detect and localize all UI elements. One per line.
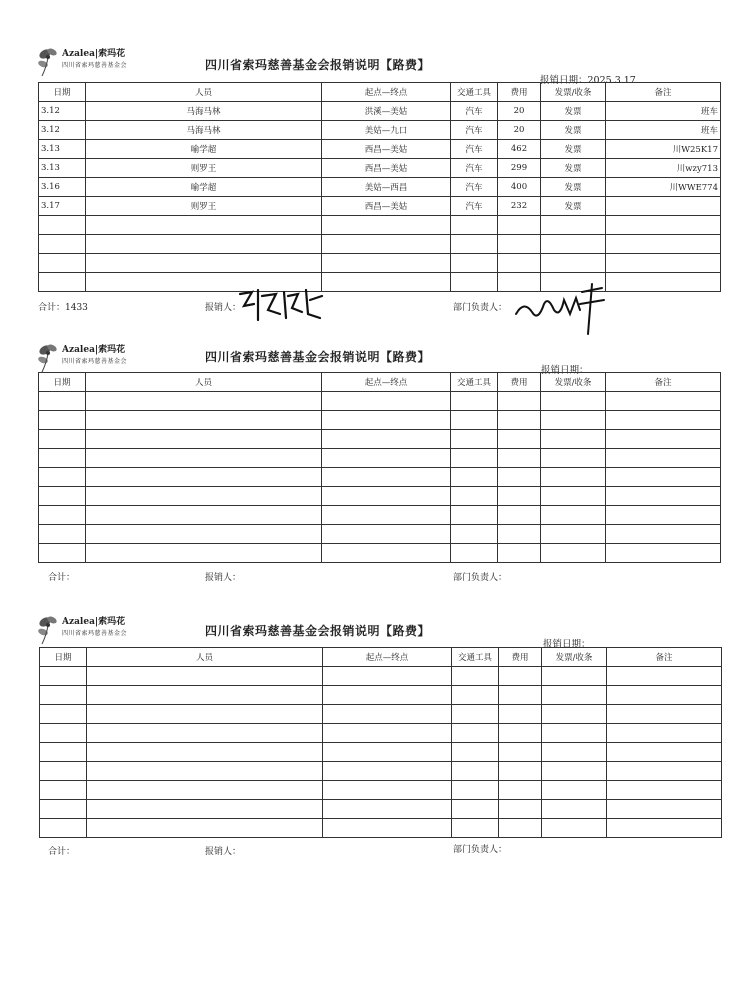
azalea-logo xyxy=(36,44,146,84)
cell-route: 西昌—美姑 xyxy=(322,197,451,216)
table-row xyxy=(39,254,721,273)
expense-table xyxy=(38,372,721,563)
form-title: 四川省索玛慈善基金会报销说明【路费】 xyxy=(205,58,431,72)
cell-note: 班车 xyxy=(606,102,721,121)
brand-subtitle: 四川省索玛慈善基金会 xyxy=(62,630,128,637)
brand-subtitle: 四川省索玛慈善基金会 xyxy=(62,358,128,365)
cell-transport: 汽车 xyxy=(451,140,498,159)
cell-receipt: 发票 xyxy=(541,102,606,121)
header-cost: 费用 xyxy=(499,648,542,667)
header-transport: 交通工具 xyxy=(451,83,498,102)
header-person: 人员 xyxy=(86,83,322,102)
table-row xyxy=(40,819,722,838)
flower-icon xyxy=(36,44,62,78)
header-route: 起点—终点 xyxy=(322,83,451,102)
header-transport: 交通工具 xyxy=(452,648,499,667)
flower-icon xyxy=(36,340,62,374)
table-row xyxy=(39,197,721,216)
header-cost: 费用 xyxy=(498,373,541,392)
table-row xyxy=(39,216,721,235)
table-row xyxy=(39,411,721,430)
form-title: 四川省索玛慈善基金会报销说明【路费】 xyxy=(205,350,431,364)
table-row xyxy=(39,544,721,563)
brand-name: Azalea|索玛花 xyxy=(62,49,126,59)
header-receipt: 发票/收条 xyxy=(542,648,607,667)
cell-transport: 汽车 xyxy=(451,121,498,140)
cell-route: 西昌—美姑 xyxy=(322,140,451,159)
claimant-label: 报销人： xyxy=(205,303,242,313)
cell-transport: 汽车 xyxy=(451,178,498,197)
claimant-label: 报销人： xyxy=(205,847,242,857)
flower-icon xyxy=(36,612,62,646)
table-row xyxy=(40,667,722,686)
expense-table xyxy=(39,647,722,838)
cell-receipt: 发票 xyxy=(541,197,606,216)
form-title: 四川省索玛慈善基金会报销说明【路费】 xyxy=(205,624,431,638)
table-row xyxy=(39,487,721,506)
table-row xyxy=(40,705,722,724)
cell-route: 洪溪—美姑 xyxy=(322,102,451,121)
table-header-row xyxy=(40,648,722,667)
table-row xyxy=(39,506,721,525)
dept-head-signature xyxy=(510,274,610,346)
cell-date: 3.13 xyxy=(39,140,86,159)
cell-route: 美姑—九口 xyxy=(322,121,451,140)
table-header-row xyxy=(39,373,721,392)
header-cost: 费用 xyxy=(498,83,541,102)
header-transport: 交通工具 xyxy=(451,373,498,392)
total-amount: 合计： xyxy=(48,847,76,857)
header-route: 起点—终点 xyxy=(323,648,452,667)
brand-name: Azalea|索玛花 xyxy=(62,345,126,355)
cell-date: 3.13 xyxy=(39,159,86,178)
table-header-row xyxy=(39,83,721,102)
table-row xyxy=(40,724,722,743)
table-row xyxy=(39,121,721,140)
header-note: 备注 xyxy=(606,83,721,102)
table-row xyxy=(39,468,721,487)
cell-cost: 400 xyxy=(498,178,541,197)
dept-head-label: 部门负责人： xyxy=(453,573,508,583)
reimbursement-date: 报销日期：2025.3.17 xyxy=(540,75,636,86)
cell-cost: 232 xyxy=(498,197,541,216)
table-row xyxy=(39,178,721,197)
table-row xyxy=(39,273,721,292)
table-row xyxy=(39,159,721,178)
header-person: 人员 xyxy=(87,648,323,667)
table-row xyxy=(39,430,721,449)
cell-cost: 299 xyxy=(498,159,541,178)
brand-subtitle: 四川省索玛慈善基金会 xyxy=(62,62,128,69)
table-row xyxy=(40,743,722,762)
table-row xyxy=(40,762,722,781)
cell-transport: 汽车 xyxy=(451,197,498,216)
cell-date: 3.16 xyxy=(39,178,86,197)
azalea-logo xyxy=(36,612,146,652)
cell-note: 班车 xyxy=(606,121,721,140)
header-note: 备注 xyxy=(607,648,722,667)
claimant-label: 报销人： xyxy=(205,573,242,583)
cell-note xyxy=(606,197,721,216)
cell-receipt: 发票 xyxy=(541,121,606,140)
cell-person: 则罗王 xyxy=(86,159,322,178)
cell-date: 3.12 xyxy=(39,121,86,140)
cell-receipt: 发票 xyxy=(541,159,606,178)
cell-person: 马海马林 xyxy=(86,102,322,121)
table-row xyxy=(40,686,722,705)
header-date: 日期 xyxy=(39,373,86,392)
header-route: 起点—终点 xyxy=(322,373,451,392)
reimbursement-date: 报销日期： xyxy=(543,639,591,650)
dept-head-label: 部门负责人： xyxy=(453,845,508,855)
brand-name: Azalea|索玛花 xyxy=(62,617,126,627)
cell-note: 川WWE774 xyxy=(606,178,721,197)
reimbursement-date: 报销日期： xyxy=(541,365,589,376)
cell-receipt: 发票 xyxy=(541,140,606,159)
table-row xyxy=(39,525,721,544)
cell-cost: 20 xyxy=(498,121,541,140)
table-row xyxy=(39,449,721,468)
total-amount: 合计： xyxy=(48,573,76,583)
claimant-signature xyxy=(236,284,326,324)
cell-transport: 汽车 xyxy=(451,102,498,121)
header-person: 人员 xyxy=(86,373,322,392)
table-row xyxy=(39,235,721,254)
cell-route: 西昌—美姑 xyxy=(322,159,451,178)
cell-transport: 汽车 xyxy=(451,159,498,178)
cell-person: 喻学超 xyxy=(86,140,322,159)
dept-head-label: 部门负责人： xyxy=(453,303,508,313)
header-date: 日期 xyxy=(40,648,87,667)
expense-table xyxy=(38,82,721,292)
table-row xyxy=(39,140,721,159)
header-receipt: 发票/收条 xyxy=(541,83,606,102)
cell-date: 3.12 xyxy=(39,102,86,121)
table-row xyxy=(39,102,721,121)
header-note: 备注 xyxy=(606,373,721,392)
table-row xyxy=(40,781,722,800)
cell-cost: 20 xyxy=(498,102,541,121)
table-row xyxy=(40,800,722,819)
cell-route: 美姑—西昌 xyxy=(322,178,451,197)
header-date: 日期 xyxy=(39,83,86,102)
table-row xyxy=(39,392,721,411)
cell-person: 喻学超 xyxy=(86,178,322,197)
total-amount: 合计：1433 xyxy=(38,303,88,313)
cell-cost: 462 xyxy=(498,140,541,159)
cell-receipt: 发票 xyxy=(541,178,606,197)
cell-note: 川wzy713 xyxy=(606,159,721,178)
cell-person: 则罗王 xyxy=(86,197,322,216)
cell-note: 川W25K17 xyxy=(606,140,721,159)
header-receipt: 发票/收条 xyxy=(541,373,606,392)
cell-person: 马海马林 xyxy=(86,121,322,140)
cell-date: 3.17 xyxy=(39,197,86,216)
